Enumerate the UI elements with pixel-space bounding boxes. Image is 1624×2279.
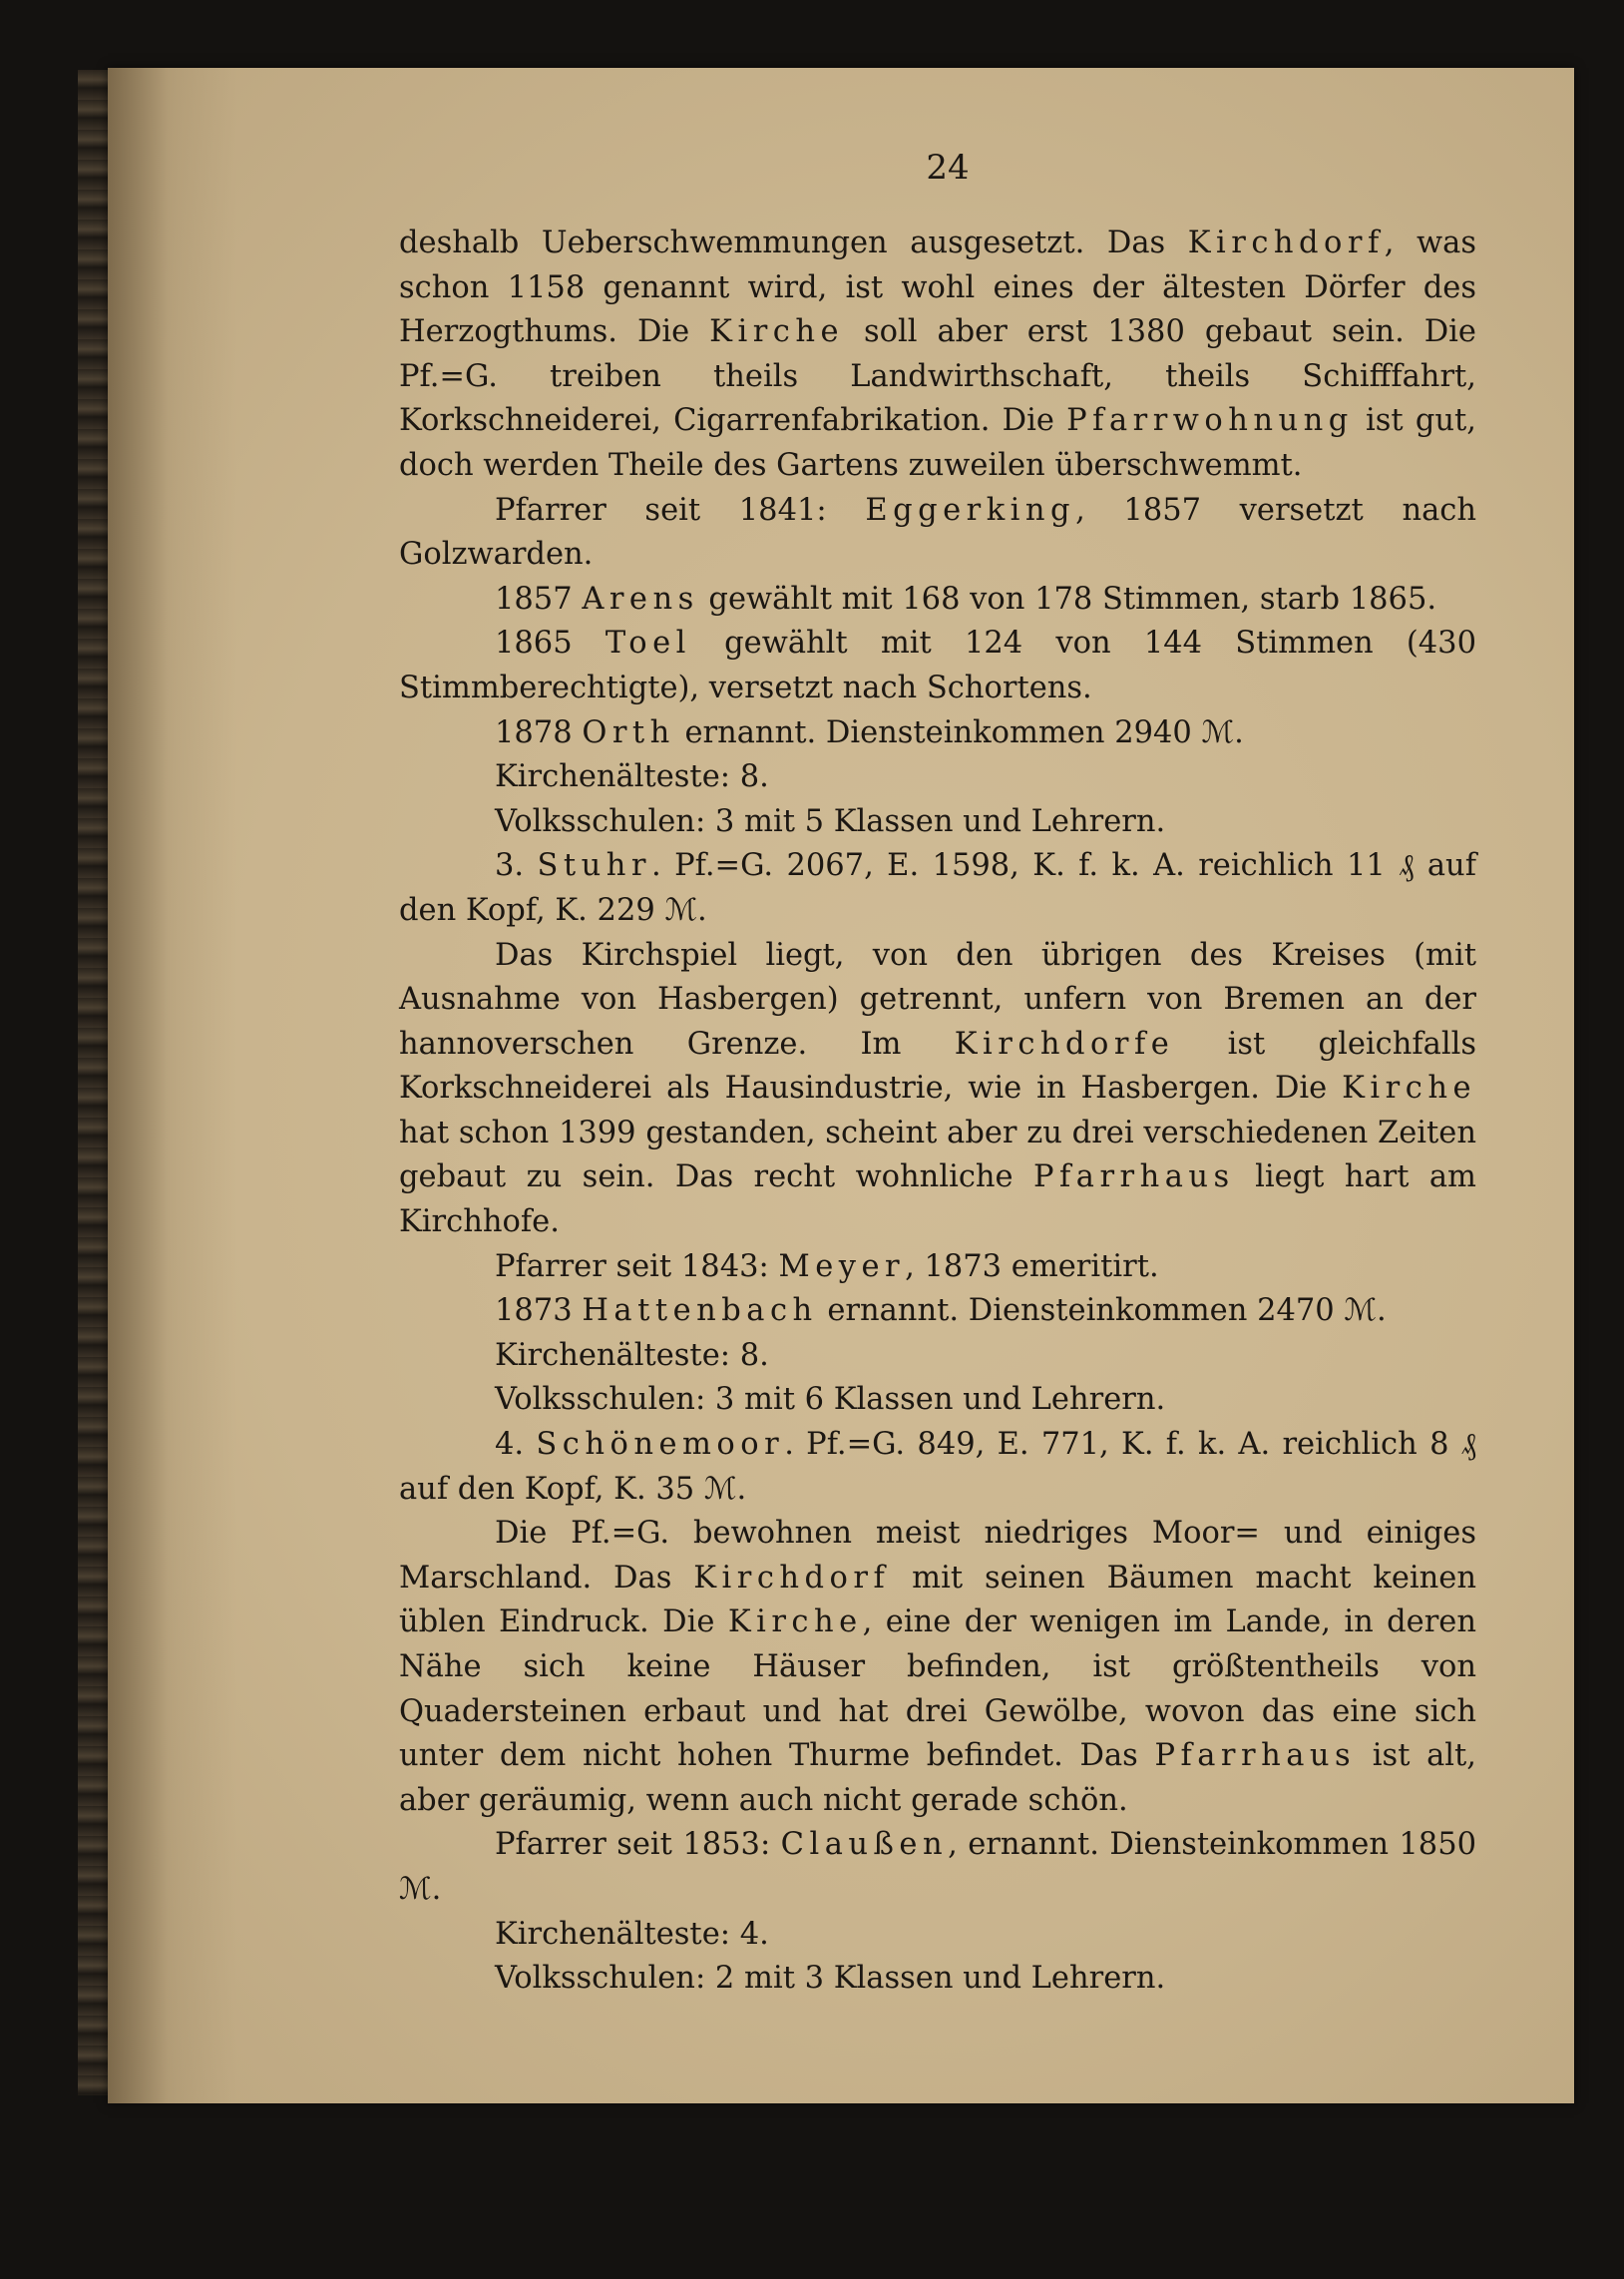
paragraph	[399, 800, 1476, 845]
spaced-name: Toel	[605, 626, 691, 662]
text-run: Pfarrer seit 1843:	[495, 1248, 779, 1284]
text-run: Kirchenälteste: 4.	[495, 1916, 769, 1952]
text-run: 1878	[495, 714, 583, 750]
paragraph	[399, 934, 1476, 1245]
paragraph	[399, 755, 1476, 800]
spaced-name: Kirche	[709, 314, 845, 350]
spaced-name: Pfarrwohnung	[1066, 403, 1354, 439]
text-run: Pfarrer seit 1853:	[495, 1827, 781, 1863]
spaced-name: Pfarrhaus	[1154, 1738, 1357, 1774]
spaced-name: Orth	[582, 714, 675, 750]
spaced-name: Kirchdorf	[693, 1560, 891, 1595]
paragraph	[399, 222, 1476, 489]
spaced-name: Eggerking	[865, 492, 1076, 528]
paragraph	[399, 489, 1476, 578]
spaced-name: Meyer	[778, 1248, 906, 1284]
text-run: deshalb Ueberschwemmungen ausgesetzt. Das	[399, 226, 1188, 260]
text-run: , 1857 versetzt nach Golzwarden.	[399, 492, 1476, 573]
paragraph	[399, 1512, 1476, 1823]
text-run: , eine der wenigen im Lande, in deren Nähe sich keine Häuser befinden, ist größtentheils von Quadersteinen erbaut und hat drei Gewölbe, wovon das eine sich unter dem nicht hohen Thurme befindet. Das	[399, 1604, 1476, 1774]
text-run: , was schon 1158 genannt wird, ist wohl eines der ältesten Dörfer des Herzogthums. Die	[399, 226, 1476, 350]
text-run: ist gleichfalls Korkschneiderei als Hausindustrie, wie in Hasbergen. Die	[399, 1026, 1476, 1107]
page-number: 24	[926, 148, 970, 188]
text-run: Volksschulen: 2 mit 3 Klassen und Lehrern.	[495, 1961, 1166, 1997]
spaced-name: Hattenbach	[582, 1293, 818, 1329]
spaced-name: Kirche	[727, 1604, 863, 1640]
text-run: , 1873 emeritirt.	[905, 1248, 1159, 1284]
spaced-name: Claußen	[780, 1827, 949, 1863]
text-run: , ernannt. Diensteinkommen 1850 ℳ.	[399, 1827, 1477, 1907]
paragraph	[399, 1957, 1476, 2002]
text-run: hat schon 1399 gestanden, scheint aber zu drei verschiedenen Zeiten gebaut zu sein. Das recht wohnliche	[399, 1115, 1476, 1195]
spaced-name: Kirchdorfe	[954, 1026, 1175, 1062]
paragraph	[399, 1823, 1476, 1912]
paragraph	[399, 1423, 1476, 1512]
paragraph	[399, 622, 1476, 710]
spaced-name: Schönemoor	[536, 1427, 785, 1463]
text-run: 3.	[495, 848, 538, 884]
text-run: 1873	[495, 1293, 583, 1329]
page-body-text	[399, 222, 1476, 2002]
spaced-name: Kirchdorf	[1187, 226, 1385, 260]
paragraph	[399, 1378, 1476, 1423]
paragraph	[399, 578, 1476, 623]
text-run: 4.	[495, 1427, 537, 1463]
book-spine	[78, 70, 111, 2095]
paragraph	[399, 1334, 1476, 1379]
text-run: 1865	[495, 626, 606, 662]
spaced-name: Pfarrhaus	[1033, 1159, 1235, 1195]
paragraph	[399, 1913, 1476, 1958]
paragraph	[399, 844, 1476, 933]
text-run: gewählt mit 124 von 144 Stimmen (430 Stimmberechtigte), versetzt nach Schortens.	[399, 626, 1476, 705]
page-gutter-shadow	[108, 68, 168, 2103]
spaced-name: Stuhr	[537, 848, 651, 884]
text-run: soll aber erst 1380 gebaut sein. Die Pf.=G. treiben theils Landwirthschaft, theils Schifffahrt, Korkschneiderei, Cigarrenfabrikation. Die	[399, 314, 1476, 439]
text-run: gewählt mit 168 von 178 Stimmen, starb 1865.	[698, 581, 1437, 617]
paragraph	[399, 1245, 1476, 1290]
text-run: Kirchenälteste: 8.	[495, 1337, 769, 1373]
text-run: . Pf.=G. 849, E. 771, K. f. k. A. reichlich 8 ₰ auf den Kopf, K. 35 ℳ.	[399, 1427, 1477, 1507]
text-run: mit seinen Bäumen macht keinen üblen Eindruck. Die	[399, 1560, 1477, 1640]
paragraph	[399, 1289, 1476, 1334]
text-run: Volksschulen: 3 mit 6 Klassen und Lehrern.	[495, 1382, 1166, 1418]
text-run: Kirchenälteste: 8.	[495, 759, 769, 795]
text-run: liegt hart am Kirchhofe.	[399, 1159, 1476, 1240]
text-run: Die Pf.=G. bewohnen meist niedriges Moor= und einiges Marschland. Das	[399, 1516, 1476, 1595]
text-run: Pfarrer seit 1841:	[495, 492, 866, 528]
text-run: ist gut, doch werden Theile des Gartens zuweilen überschwemmt.	[399, 403, 1476, 483]
spaced-name: Kirche	[1342, 1071, 1476, 1107]
spaced-name: Arens	[582, 581, 699, 617]
text-run: . Pf.=G. 2067, E. 1598, K. f. k. A. reichlich 11 ₰ auf den Kopf, K. 229 ℳ.	[399, 848, 1476, 928]
text-run: Volksschulen: 3 mit 5 Klassen und Lehrern.	[495, 803, 1166, 839]
text-run: ernannt. Diensteinkommen 2470 ℳ.	[817, 1293, 1387, 1329]
text-run: Das Kirchspiel liegt, von den übrigen des Kreises (mit Ausnahme von Hasbergen) getrennt, unfern von Bremen an der hannoverschen Grenze. Im	[399, 937, 1476, 1062]
text-run: 1857	[495, 581, 583, 617]
text-run: ernannt. Diensteinkommen 2940 ℳ.	[674, 714, 1244, 750]
text-run: ist alt, aber geräumig, wenn auch nicht gerade schön.	[399, 1738, 1476, 1818]
paragraph	[399, 711, 1476, 756]
